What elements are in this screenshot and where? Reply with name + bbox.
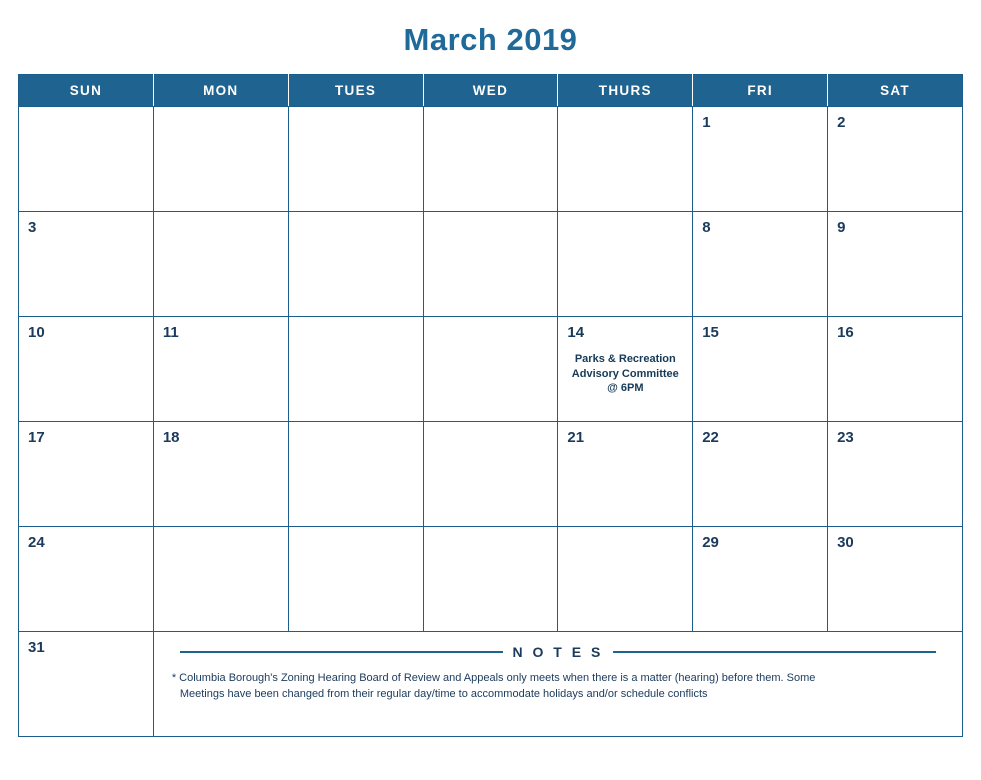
day-cell-13[interactable] xyxy=(423,317,558,422)
day-cell-3[interactable] xyxy=(19,212,154,317)
day-cell-17[interactable] xyxy=(19,422,154,527)
day-event: Columbia River Park Advisory Comm @ 6 PM Columbia Crossing xyxy=(567,562,683,602)
day-event: Planning Commission Work Session Columbia 2040 @ 6 PM xyxy=(567,248,684,304)
notes-line-1: * Columbia Borough's Zoning Hearing Board of Review and Appeals only meets when there is a matter (hearing) before them. Some xyxy=(171,672,816,684)
day-event: Parks & Recreation Advisory Committee @ 6PM xyxy=(571,353,679,395)
day-cell-9[interactable] xyxy=(828,212,963,317)
day-number: 15 xyxy=(702,324,719,341)
day-cell-4[interactable] xyxy=(153,212,288,317)
day-cell-29[interactable] xyxy=(693,527,828,632)
calendar-week-row xyxy=(19,422,963,527)
day-number xyxy=(154,107,288,115)
day-cell-5[interactable] xyxy=(288,212,423,317)
day-number: 21 xyxy=(567,429,585,446)
day-cell-30[interactable] xyxy=(828,527,963,632)
calendar-table xyxy=(18,74,963,737)
day-number xyxy=(424,107,558,115)
day-cell-15[interactable] xyxy=(693,317,828,422)
day-number: 7 xyxy=(567,219,576,236)
day-number: 10 xyxy=(28,324,45,341)
day-number: 4 xyxy=(162,219,172,236)
day-number xyxy=(558,107,692,115)
day-event: Zoning Hearing Board @ 7PM* xyxy=(432,562,549,588)
day-event: Planning Commission Work Session @ 6 PM & Meetign @ 7PM xyxy=(297,457,414,497)
day-cell-21[interactable] xyxy=(558,422,693,527)
day-number: 23 xyxy=(837,429,854,446)
calendar-week-row xyxy=(19,632,963,737)
day-number: 24 xyxy=(28,534,45,551)
day-cell-6[interactable] xyxy=(423,212,558,317)
weekday-header-row xyxy=(19,75,963,107)
weekday-header-fri: FRI xyxy=(693,75,828,107)
day-event: HARB @ 7 PM xyxy=(455,457,526,469)
day-event: Regular Borough Council Regular Meeting @ 7PM xyxy=(296,562,415,588)
notes-heading xyxy=(154,632,962,660)
day-number: 16 xyxy=(837,324,854,341)
day-cell-16[interactable] xyxy=(828,317,963,422)
day-number: 29 xyxy=(702,534,719,551)
calendar-week-row xyxy=(19,212,963,317)
calendar-week-row xyxy=(19,527,963,632)
day-cell-25[interactable] xyxy=(153,527,288,632)
day-cell-empty[interactable] xyxy=(153,107,288,212)
day-number: 3 xyxy=(28,219,37,236)
notes-label: N O T E S xyxy=(512,644,604,660)
day-cell-28[interactable] xyxy=(558,527,693,632)
day-number: 17 xyxy=(28,429,45,446)
weekday-header-sat: SAT xyxy=(828,75,963,107)
day-cell-11[interactable] xyxy=(153,317,288,422)
day-number: 14 xyxy=(567,324,585,341)
day-number: 28 xyxy=(567,534,585,551)
weekday-header-wed: WED xyxy=(423,75,558,107)
day-cell-27[interactable] xyxy=(423,527,558,632)
weekday-header-sun: SUN xyxy=(19,75,154,107)
day-number xyxy=(19,107,153,115)
day-number: 8 xyxy=(702,219,711,236)
day-cell-23[interactable] xyxy=(828,422,963,527)
day-number: 13 xyxy=(432,324,450,341)
day-cell-empty[interactable] xyxy=(288,107,423,212)
day-number: 25 xyxy=(162,534,180,551)
day-number: 19 xyxy=(297,429,315,446)
day-cell-20[interactable] xyxy=(423,422,558,527)
day-event: Civil Service Commission @ 1 PM Borough Council Regular Meeting @ 7PM xyxy=(296,352,415,392)
day-number: 22 xyxy=(702,429,719,446)
day-cell-empty[interactable] xyxy=(423,107,558,212)
day-number: 18 xyxy=(162,429,180,446)
day-number: 31 xyxy=(28,639,45,656)
notes-line-2: Meetings have been changed from their regular day/time to accommodate holidays and/or schedule conflicts xyxy=(179,687,708,700)
day-event: Land Bank Meeting @ 5PM xyxy=(438,247,543,273)
day-cell-24[interactable] xyxy=(19,527,154,632)
day-cell-8[interactable] xyxy=(693,212,828,317)
calendar-week-row xyxy=(19,107,963,212)
day-cell-31[interactable] xyxy=(19,632,154,737)
day-cell-18[interactable] xyxy=(153,422,288,527)
calendar-week-row xyxy=(19,317,963,422)
day-cell-1[interactable] xyxy=(693,107,828,212)
day-cell-19[interactable] xyxy=(288,422,423,527)
day-number: 30 xyxy=(837,534,854,551)
day-number: 11 xyxy=(162,324,179,341)
day-event: Shade Tree@ 6 PM Commission xyxy=(174,562,267,588)
day-cell-22[interactable] xyxy=(693,422,828,527)
day-cell-2[interactable] xyxy=(828,107,963,212)
weekday-header-thurs: THURS xyxy=(558,75,693,107)
day-cell-12[interactable] xyxy=(288,317,423,422)
day-number: 20 xyxy=(432,429,450,446)
notes-text xyxy=(154,660,962,703)
day-number: 6 xyxy=(432,219,441,236)
day-number: 12 xyxy=(297,324,315,341)
day-number: 1 xyxy=(702,114,711,131)
day-number: 27 xyxy=(432,534,450,551)
notes-rule-right xyxy=(613,651,936,653)
page-title: March 2019 xyxy=(403,22,578,57)
day-number: 26 xyxy=(297,534,315,551)
day-cell-10[interactable] xyxy=(19,317,154,422)
day-cell-7[interactable] xyxy=(558,212,693,317)
day-cell-26[interactable] xyxy=(288,527,423,632)
notes-panel xyxy=(153,632,962,737)
day-cell-empty[interactable] xyxy=(558,107,693,212)
day-event: Board of Review & Appeals @ 7 PM* xyxy=(446,352,534,378)
day-event: Board of Health@ 7PM xyxy=(166,247,275,259)
day-number xyxy=(289,107,423,115)
notes-rule-left xyxy=(180,651,503,653)
day-number: 2 xyxy=(837,114,846,131)
weekday-header-mon: MON xyxy=(153,75,288,107)
day-cell-empty[interactable] xyxy=(19,107,154,212)
day-event: Borough Council Work Session @ 7PM xyxy=(303,247,409,273)
weekday-header-tues: TUES xyxy=(288,75,423,107)
day-cell-14[interactable] xyxy=(558,317,693,422)
day-number: 5 xyxy=(297,219,307,236)
day-number: 9 xyxy=(837,219,846,236)
